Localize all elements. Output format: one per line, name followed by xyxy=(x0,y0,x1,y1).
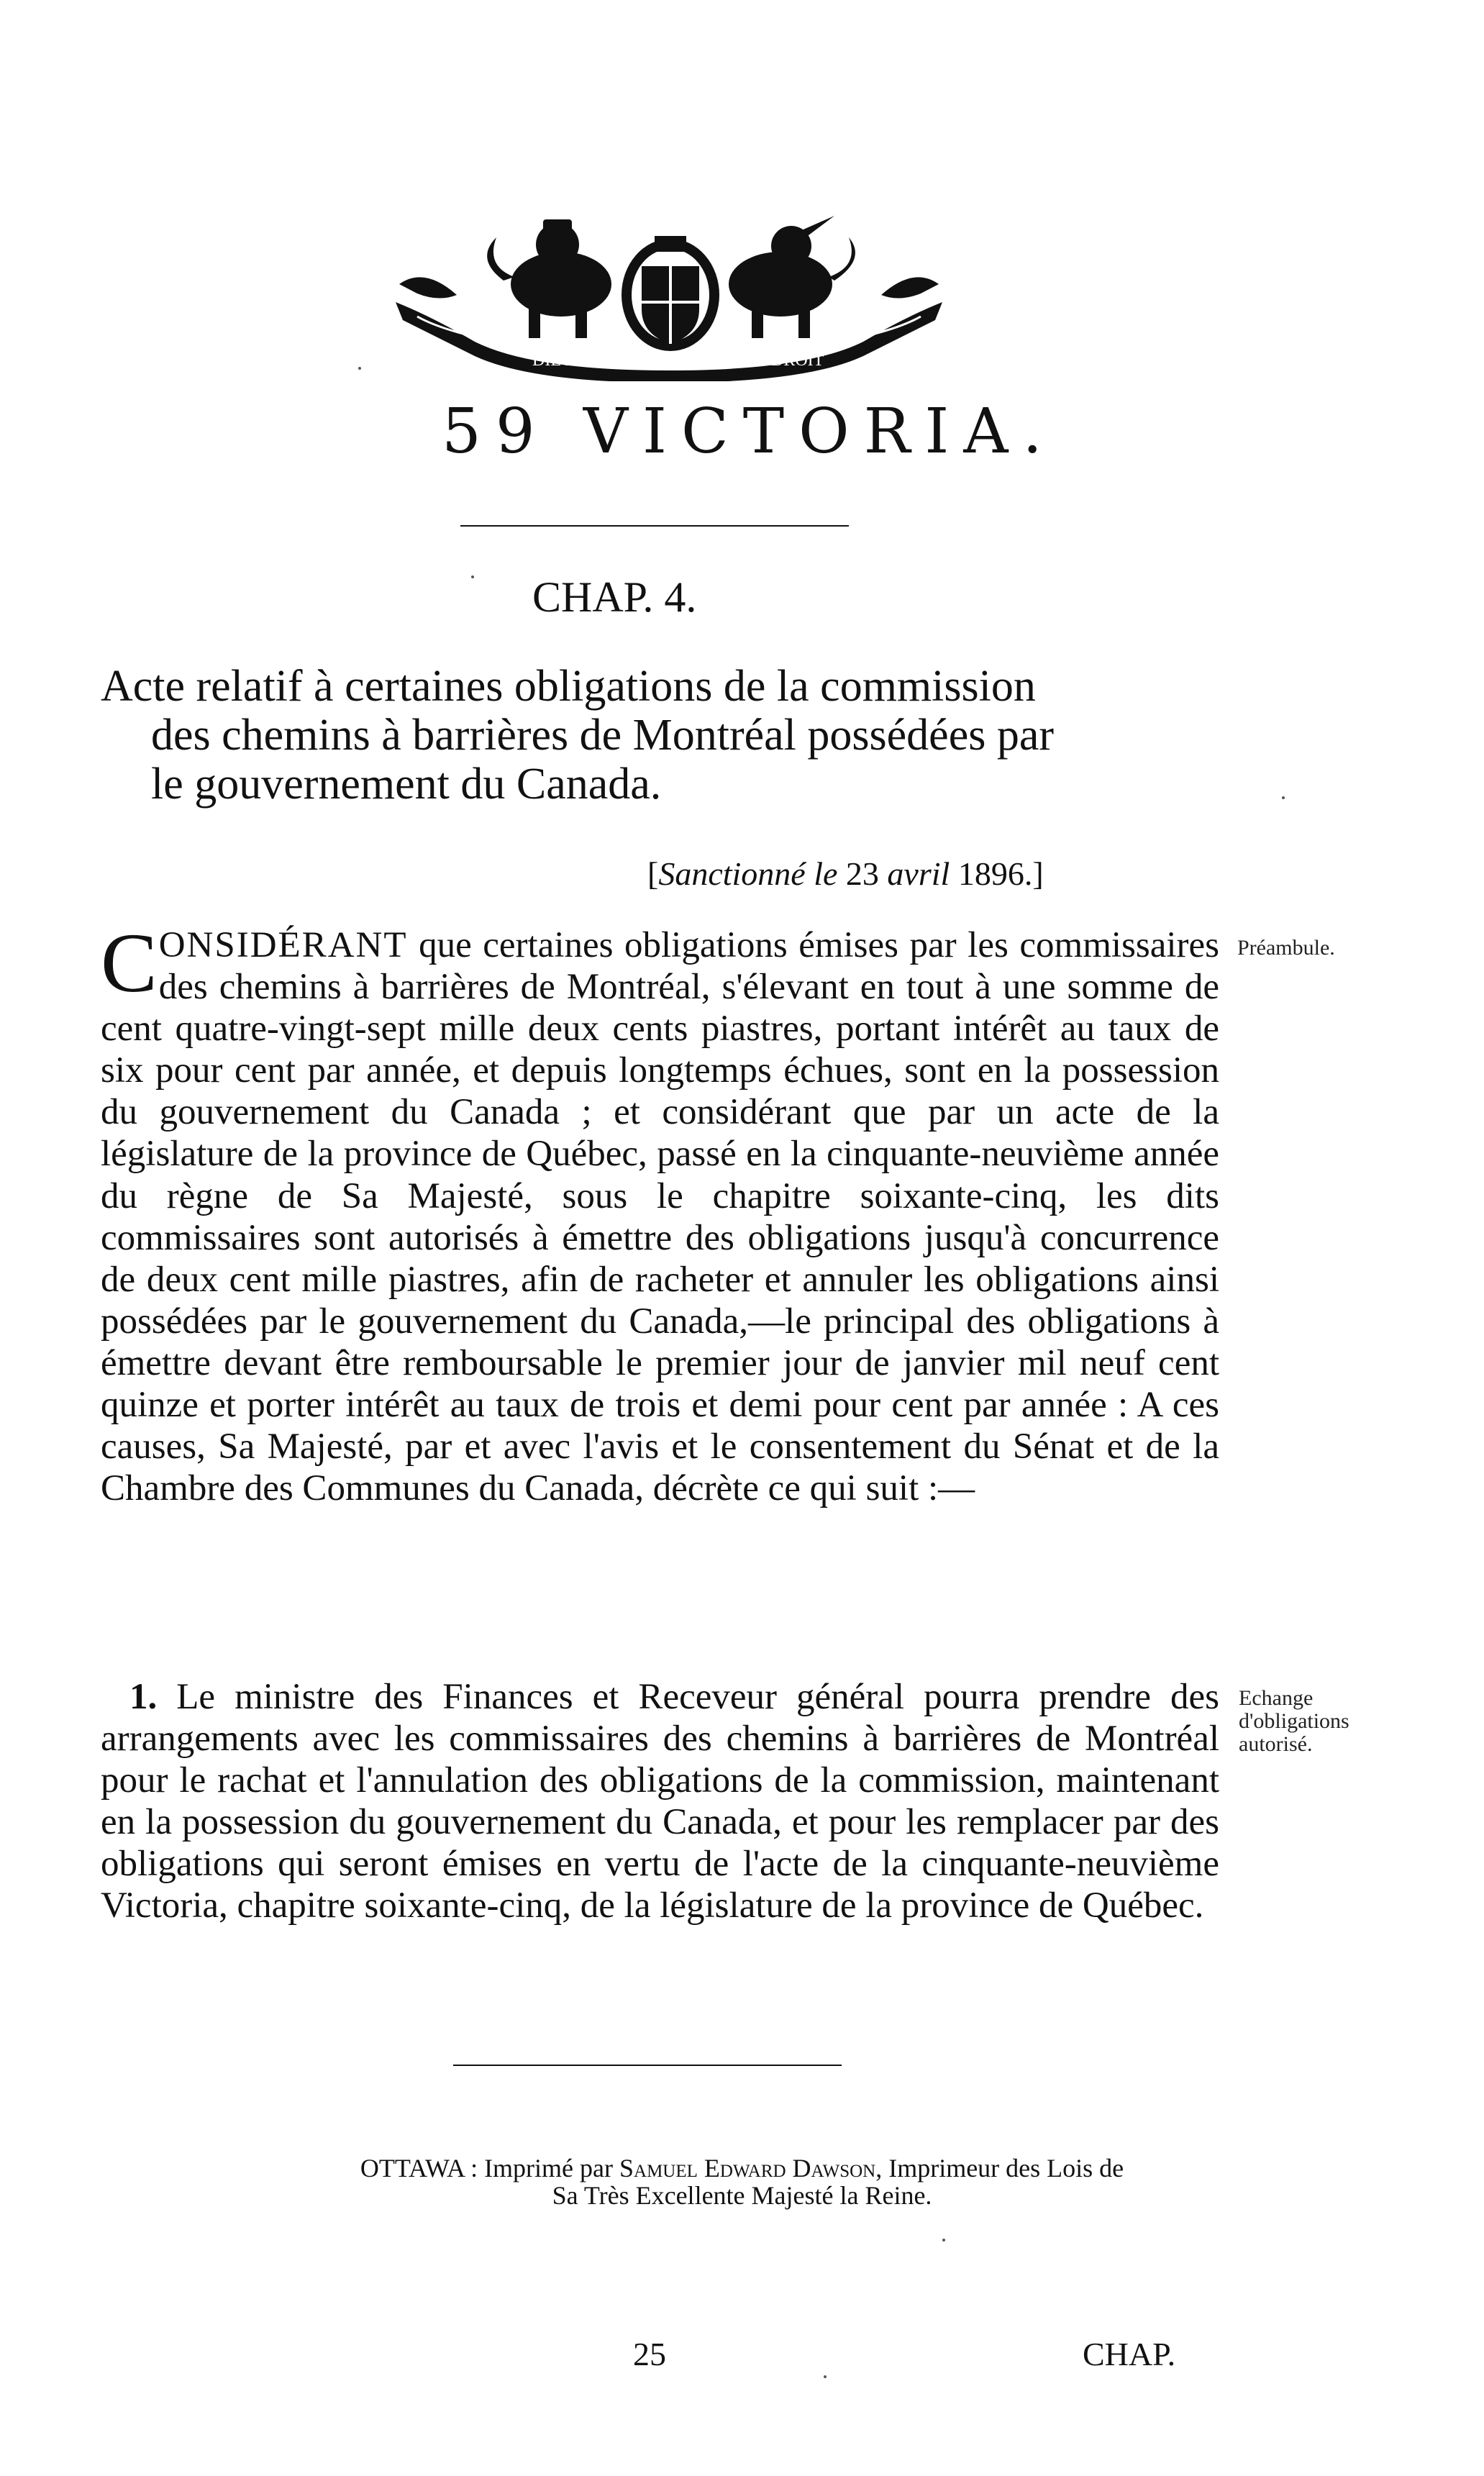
divider-rule xyxy=(460,525,849,527)
act-title xyxy=(101,662,1237,809)
catchword: CHAP. xyxy=(1083,2336,1176,2372)
scan-speck xyxy=(824,2375,827,2378)
unicorn-figure xyxy=(729,216,855,338)
crest-motto-left: DIEU ET xyxy=(532,351,599,370)
act-title-line: des chemins à barrières de Montréal possédées par xyxy=(151,711,1055,760)
printer-name: Samuel Edward Dawson xyxy=(619,2154,876,2183)
scan-speck xyxy=(471,575,474,578)
marginal-note-preamble: Préambule. xyxy=(1237,936,1335,960)
act-title-line: Acte relatif à certaines obligations de la commission xyxy=(101,662,1036,711)
scan-speck xyxy=(358,367,361,370)
imprint-line-2: Sa Très Excellente Majesté la Reine. xyxy=(552,2181,932,2210)
scan-speck xyxy=(1282,796,1285,799)
act-title-line: le gouvernement du Canada. xyxy=(151,760,662,809)
section-number: 1. xyxy=(129,1677,158,1717)
sanction-bracket: [ xyxy=(647,855,659,892)
page-number: 25 xyxy=(633,2336,666,2372)
marginal-note-exchange xyxy=(1239,1687,1426,1756)
preamble-paragraph xyxy=(101,916,1219,1509)
sanction-month: avril xyxy=(887,855,950,892)
chapter-heading: CHAP. 4. xyxy=(532,573,697,621)
sanction-year: 1896.] xyxy=(950,855,1044,892)
marginal-note-line: Echange xyxy=(1239,1686,1314,1710)
imprint-place: OTTAWA xyxy=(360,2154,465,2183)
sanction-label: Sanctionné le xyxy=(658,855,838,892)
crest-motto-right: MON DROIT xyxy=(727,351,824,370)
imprint-line-1-end: , Imprimeur des Lois de xyxy=(875,2154,1124,2183)
shield-with-garter xyxy=(622,236,719,351)
sanction-day: 23 xyxy=(837,855,888,892)
imprint-sep: : Imprimé par xyxy=(464,2154,619,2183)
marginal-note-line: d'obligations xyxy=(1239,1709,1349,1733)
sanction-date xyxy=(647,852,1044,896)
royal-crest-image xyxy=(388,216,950,381)
printer-imprint xyxy=(0,2154,1484,2209)
regnal-year-heading: 59 VICTORIA. xyxy=(442,396,1057,468)
section-text: Le ministre des Finances et Receveur général pourra prendre des arrangements avec les commissaires des chemins à barrières de Montréal pour le rachat et l'annulation des obligations de la commission, maintenant en la possession du gouvernement du Canada, et pour les remplacer par des obligations qui seront émises en vertu de l'acte de la cinquante-neuvième Victoria, chapitre soixante-cinq, de la législature de la province de Québec. xyxy=(101,1677,1219,1926)
lion-figure xyxy=(487,219,611,338)
drop-cap: C xyxy=(101,916,158,1010)
scan-speck xyxy=(942,2239,945,2241)
marginal-note-line: autorisé. xyxy=(1239,1732,1313,1756)
preamble-lead-word: ONSIDÉRANT xyxy=(158,925,408,965)
section-1-paragraph xyxy=(101,1676,1219,1927)
imprint-line-1 xyxy=(0,2154,1484,2182)
divider-rule xyxy=(453,2065,842,2066)
preamble-text: que certaines obligations émises par les commissaires des chemins à barrières de Montréal, s'élevant en tout à une somme de cent quatre-vingt-sept mille deux cents piastres, portant intérêt au taux de six pour cent par année, et depuis longtemps échues, sont en la possession du gouvernement du Canada ; et considérant que par un acte de la législature de la province de Québec, passé en la cinquante-neuvième année du règne de Sa Majesté, sous le chapitre soixante-cinq, les dits commissaires sont autorisés à émettre des obligations jusqu'à concurrence de deux cent mille piastres, afin de racheter et annuler les obligations ainsi possédées par le gouvernement du Canada,—le principal des obligations à émettre devant être remboursable le premier jour de janvier mil neuf cent quinze et porter intérêt au taux de trois et demi pour cent par année : A ces causes, Sa Majesté, par et avec l'avis et le consentement du Sénat et de la Chambre des Communes du Canada, décrète ce qui suit :— xyxy=(101,925,1219,1509)
